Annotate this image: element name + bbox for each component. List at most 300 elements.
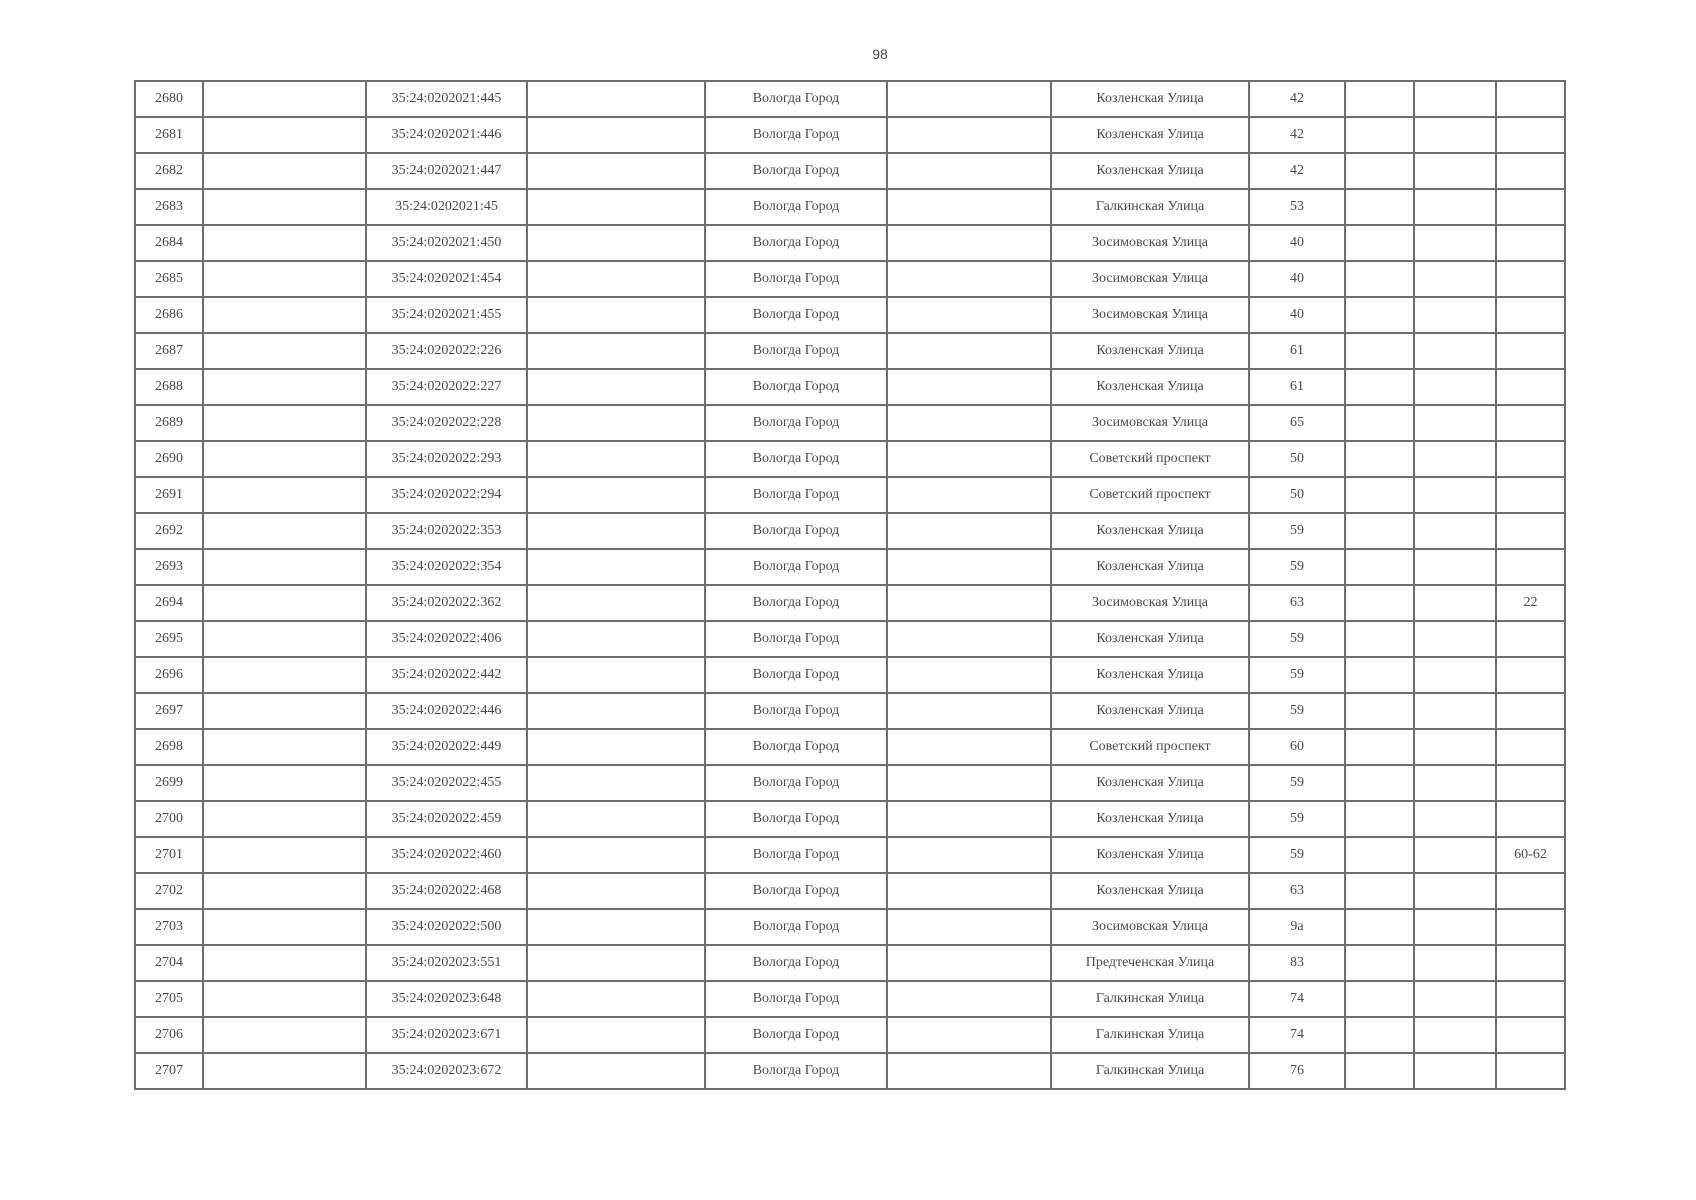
- empty-cell: [1414, 81, 1496, 117]
- table-row: [135, 801, 1565, 837]
- extra-number-cell: [1496, 549, 1565, 585]
- cadastral-number-cell: 35:24:0202021:446: [366, 117, 527, 153]
- empty-cell: [887, 657, 1051, 693]
- row-number-cell: 2685: [135, 261, 203, 297]
- empty-cell: [887, 513, 1051, 549]
- row-number-cell: 2686: [135, 297, 203, 333]
- house-number-cell: 59: [1249, 657, 1345, 693]
- extra-number-cell: [1496, 1017, 1565, 1053]
- empty-cell: [1345, 837, 1414, 873]
- empty-cell: [1414, 153, 1496, 189]
- empty-cell: [1345, 909, 1414, 945]
- registry-table: [134, 80, 1566, 1090]
- cadastral-number-cell: 35:24:0202022:455: [366, 765, 527, 801]
- city-cell: Вологда Город: [705, 153, 887, 189]
- empty-cell: [203, 1017, 366, 1053]
- empty-cell: [887, 693, 1051, 729]
- city-cell: Вологда Город: [705, 261, 887, 297]
- empty-cell: [887, 729, 1051, 765]
- street-cell: Советский проспект: [1051, 441, 1249, 477]
- street-cell: Козленская Улица: [1051, 333, 1249, 369]
- street-cell: Козленская Улица: [1051, 513, 1249, 549]
- street-cell: Советский проспект: [1051, 729, 1249, 765]
- empty-cell: [887, 801, 1051, 837]
- cadastral-number-cell: 35:24:0202021:447: [366, 153, 527, 189]
- cadastral-number-cell: 35:24:0202022:500: [366, 909, 527, 945]
- cadastral-number-cell: 35:24:0202023:551: [366, 945, 527, 981]
- house-number-cell: 74: [1249, 1017, 1345, 1053]
- empty-cell: [203, 441, 366, 477]
- table-row: [135, 945, 1565, 981]
- street-cell: Козленская Улица: [1051, 801, 1249, 837]
- empty-cell: [527, 405, 705, 441]
- empty-cell: [1414, 837, 1496, 873]
- empty-cell: [1345, 441, 1414, 477]
- row-number-cell: 2689: [135, 405, 203, 441]
- city-cell: Вологда Город: [705, 1017, 887, 1053]
- empty-cell: [1414, 801, 1496, 837]
- empty-cell: [527, 549, 705, 585]
- cadastral-number-cell: 35:24:0202022:354: [366, 549, 527, 585]
- table-row: [135, 333, 1565, 369]
- empty-cell: [1414, 189, 1496, 225]
- extra-number-cell: [1496, 333, 1565, 369]
- empty-cell: [527, 729, 705, 765]
- extra-number-cell: [1496, 297, 1565, 333]
- row-number-cell: 2683: [135, 189, 203, 225]
- table-row: [135, 405, 1565, 441]
- empty-cell: [887, 261, 1051, 297]
- empty-cell: [527, 801, 705, 837]
- city-cell: Вологда Город: [705, 117, 887, 153]
- empty-cell: [1414, 909, 1496, 945]
- empty-cell: [1414, 981, 1496, 1017]
- house-number-cell: 59: [1249, 549, 1345, 585]
- table-row: [135, 981, 1565, 1017]
- table-row: [135, 369, 1565, 405]
- empty-cell: [1345, 765, 1414, 801]
- city-cell: Вологда Город: [705, 513, 887, 549]
- house-number-cell: 42: [1249, 81, 1345, 117]
- street-cell: Галкинская Улица: [1051, 189, 1249, 225]
- empty-cell: [887, 297, 1051, 333]
- empty-cell: [1345, 621, 1414, 657]
- empty-cell: [203, 189, 366, 225]
- empty-cell: [203, 549, 366, 585]
- empty-cell: [1345, 477, 1414, 513]
- house-number-cell: 40: [1249, 225, 1345, 261]
- empty-cell: [1345, 693, 1414, 729]
- empty-cell: [203, 585, 366, 621]
- empty-cell: [527, 1017, 705, 1053]
- house-number-cell: 40: [1249, 297, 1345, 333]
- city-cell: Вологда Город: [705, 585, 887, 621]
- table-row: [135, 765, 1565, 801]
- extra-number-cell: [1496, 657, 1565, 693]
- empty-cell: [203, 117, 366, 153]
- empty-cell: [203, 909, 366, 945]
- extra-number-cell: [1496, 117, 1565, 153]
- table-row: [135, 729, 1565, 765]
- empty-cell: [1414, 441, 1496, 477]
- table-row: [135, 585, 1565, 621]
- city-cell: Вологда Город: [705, 405, 887, 441]
- empty-cell: [1345, 261, 1414, 297]
- table-row: [135, 441, 1565, 477]
- extra-number-cell: [1496, 801, 1565, 837]
- extra-number-cell: [1496, 945, 1565, 981]
- table-row: [135, 153, 1565, 189]
- street-cell: Зосимовская Улица: [1051, 261, 1249, 297]
- empty-cell: [527, 981, 705, 1017]
- extra-number-cell: [1496, 909, 1565, 945]
- empty-cell: [203, 765, 366, 801]
- street-cell: Зосимовская Улица: [1051, 297, 1249, 333]
- empty-cell: [203, 477, 366, 513]
- row-number-cell: 2702: [135, 873, 203, 909]
- extra-number-cell: [1496, 873, 1565, 909]
- row-number-cell: 2682: [135, 153, 203, 189]
- cadastral-number-cell: 35:24:0202023:672: [366, 1053, 527, 1089]
- cadastral-number-cell: 35:24:0202022:228: [366, 405, 527, 441]
- city-cell: Вологда Город: [705, 945, 887, 981]
- city-cell: Вологда Город: [705, 297, 887, 333]
- street-cell: Козленская Улица: [1051, 369, 1249, 405]
- street-cell: Козленская Улица: [1051, 693, 1249, 729]
- house-number-cell: 42: [1249, 153, 1345, 189]
- extra-number-cell: 22: [1496, 585, 1565, 621]
- city-cell: Вологда Город: [705, 909, 887, 945]
- table-row: [135, 513, 1565, 549]
- empty-cell: [1414, 369, 1496, 405]
- row-number-cell: 2704: [135, 945, 203, 981]
- table-row: [135, 297, 1565, 333]
- empty-cell: [527, 441, 705, 477]
- cadastral-number-cell: 35:24:0202021:445: [366, 81, 527, 117]
- table-row: [135, 261, 1565, 297]
- street-cell: Советский проспект: [1051, 477, 1249, 513]
- empty-cell: [1414, 333, 1496, 369]
- house-number-cell: 74: [1249, 981, 1345, 1017]
- empty-cell: [1414, 261, 1496, 297]
- extra-number-cell: [1496, 225, 1565, 261]
- empty-cell: [1414, 585, 1496, 621]
- empty-cell: [203, 333, 366, 369]
- city-cell: Вологда Город: [705, 189, 887, 225]
- empty-cell: [527, 513, 705, 549]
- street-cell: Предтеченская Улица: [1051, 945, 1249, 981]
- extra-number-cell: [1496, 981, 1565, 1017]
- empty-cell: [887, 873, 1051, 909]
- empty-cell: [203, 81, 366, 117]
- empty-cell: [1414, 693, 1496, 729]
- row-number-cell: 2684: [135, 225, 203, 261]
- cadastral-number-cell: 35:24:0202022:294: [366, 477, 527, 513]
- empty-cell: [527, 477, 705, 513]
- empty-cell: [203, 981, 366, 1017]
- empty-cell: [203, 225, 366, 261]
- city-cell: Вологда Город: [705, 549, 887, 585]
- empty-cell: [527, 1053, 705, 1089]
- empty-cell: [887, 369, 1051, 405]
- row-number-cell: 2693: [135, 549, 203, 585]
- empty-cell: [887, 81, 1051, 117]
- extra-number-cell: [1496, 1053, 1565, 1089]
- empty-cell: [527, 117, 705, 153]
- city-cell: Вологда Город: [705, 81, 887, 117]
- cadastral-number-cell: 35:24:0202021:454: [366, 261, 527, 297]
- empty-cell: [203, 873, 366, 909]
- city-cell: Вологда Город: [705, 621, 887, 657]
- empty-cell: [887, 621, 1051, 657]
- empty-cell: [527, 657, 705, 693]
- empty-cell: [887, 981, 1051, 1017]
- row-number-cell: 2688: [135, 369, 203, 405]
- table-row: [135, 837, 1565, 873]
- city-cell: Вологда Город: [705, 837, 887, 873]
- empty-cell: [887, 225, 1051, 261]
- empty-cell: [1414, 117, 1496, 153]
- cadastral-number-cell: 35:24:0202022:459: [366, 801, 527, 837]
- city-cell: Вологда Город: [705, 729, 887, 765]
- empty-cell: [203, 945, 366, 981]
- table-row: [135, 189, 1565, 225]
- extra-number-cell: [1496, 441, 1565, 477]
- row-number-cell: 2700: [135, 801, 203, 837]
- house-number-cell: 60: [1249, 729, 1345, 765]
- empty-cell: [527, 621, 705, 657]
- cadastral-number-cell: 35:24:0202022:460: [366, 837, 527, 873]
- cadastral-number-cell: 35:24:0202022:446: [366, 693, 527, 729]
- extra-number-cell: [1496, 261, 1565, 297]
- street-cell: Козленская Улица: [1051, 549, 1249, 585]
- street-cell: Козленская Улица: [1051, 621, 1249, 657]
- street-cell: Козленская Улица: [1051, 153, 1249, 189]
- empty-cell: [887, 405, 1051, 441]
- street-cell: Зосимовская Улица: [1051, 585, 1249, 621]
- cadastral-number-cell: 35:24:0202022:226: [366, 333, 527, 369]
- city-cell: Вологда Город: [705, 657, 887, 693]
- cadastral-number-cell: 35:24:0202021:450: [366, 225, 527, 261]
- empty-cell: [887, 441, 1051, 477]
- empty-cell: [1345, 333, 1414, 369]
- empty-cell: [527, 225, 705, 261]
- cadastral-number-cell: 35:24:0202022:293: [366, 441, 527, 477]
- extra-number-cell: [1496, 81, 1565, 117]
- table-row: [135, 693, 1565, 729]
- row-number-cell: 2690: [135, 441, 203, 477]
- house-number-cell: 76: [1249, 1053, 1345, 1089]
- empty-cell: [1345, 81, 1414, 117]
- city-cell: Вологда Город: [705, 1053, 887, 1089]
- empty-cell: [1345, 801, 1414, 837]
- row-number-cell: 2694: [135, 585, 203, 621]
- empty-cell: [887, 477, 1051, 513]
- empty-cell: [1414, 477, 1496, 513]
- city-cell: Вологда Город: [705, 693, 887, 729]
- empty-cell: [527, 189, 705, 225]
- cadastral-number-cell: 35:24:0202022:353: [366, 513, 527, 549]
- extra-number-cell: [1496, 729, 1565, 765]
- empty-cell: [527, 909, 705, 945]
- empty-cell: [1414, 945, 1496, 981]
- empty-cell: [887, 765, 1051, 801]
- street-cell: Козленская Улица: [1051, 657, 1249, 693]
- extra-number-cell: [1496, 369, 1565, 405]
- cadastral-number-cell: 35:24:0202023:671: [366, 1017, 527, 1053]
- empty-cell: [1345, 513, 1414, 549]
- table-row: [135, 873, 1565, 909]
- empty-cell: [887, 837, 1051, 873]
- row-number-cell: 2692: [135, 513, 203, 549]
- empty-cell: [887, 1053, 1051, 1089]
- street-cell: Козленская Улица: [1051, 873, 1249, 909]
- page-number: 98: [872, 46, 888, 62]
- table-row: [135, 549, 1565, 585]
- extra-number-cell: 60-62: [1496, 837, 1565, 873]
- extra-number-cell: [1496, 693, 1565, 729]
- empty-cell: [203, 405, 366, 441]
- empty-cell: [887, 1017, 1051, 1053]
- cadastral-number-cell: 35:24:0202022:362: [366, 585, 527, 621]
- empty-cell: [203, 513, 366, 549]
- table-row: [135, 621, 1565, 657]
- street-cell: Зосимовская Улица: [1051, 909, 1249, 945]
- row-number-cell: 2695: [135, 621, 203, 657]
- cadastral-number-cell: 35:24:0202022:449: [366, 729, 527, 765]
- empty-cell: [887, 549, 1051, 585]
- empty-cell: [527, 153, 705, 189]
- city-cell: Вологда Город: [705, 441, 887, 477]
- extra-number-cell: [1496, 621, 1565, 657]
- house-number-cell: 40: [1249, 261, 1345, 297]
- empty-cell: [1345, 153, 1414, 189]
- registry-table-body: [135, 81, 1565, 1089]
- house-number-cell: 61: [1249, 369, 1345, 405]
- cadastral-number-cell: 35:24:0202022:227: [366, 369, 527, 405]
- empty-cell: [1414, 873, 1496, 909]
- city-cell: Вологда Город: [705, 873, 887, 909]
- street-cell: Зосимовская Улица: [1051, 405, 1249, 441]
- row-number-cell: 2706: [135, 1017, 203, 1053]
- empty-cell: [527, 837, 705, 873]
- empty-cell: [1345, 117, 1414, 153]
- house-number-cell: 59: [1249, 621, 1345, 657]
- house-number-cell: 63: [1249, 873, 1345, 909]
- cadastral-number-cell: 35:24:0202021:45: [366, 189, 527, 225]
- empty-cell: [887, 153, 1051, 189]
- empty-cell: [203, 693, 366, 729]
- city-cell: Вологда Город: [705, 333, 887, 369]
- empty-cell: [203, 153, 366, 189]
- empty-cell: [1414, 297, 1496, 333]
- empty-cell: [887, 945, 1051, 981]
- empty-cell: [527, 765, 705, 801]
- street-cell: Козленская Улица: [1051, 81, 1249, 117]
- cadastral-number-cell: 35:24:0202021:455: [366, 297, 527, 333]
- empty-cell: [1345, 189, 1414, 225]
- empty-cell: [527, 261, 705, 297]
- street-cell: Галкинская Улица: [1051, 1053, 1249, 1089]
- row-number-cell: 2691: [135, 477, 203, 513]
- street-cell: Козленская Улица: [1051, 837, 1249, 873]
- row-number-cell: 2696: [135, 657, 203, 693]
- table-row: [135, 81, 1565, 117]
- house-number-cell: 59: [1249, 693, 1345, 729]
- house-number-cell: 63: [1249, 585, 1345, 621]
- city-cell: Вологда Город: [705, 369, 887, 405]
- empty-cell: [1414, 549, 1496, 585]
- empty-cell: [1414, 225, 1496, 261]
- house-number-cell: 61: [1249, 333, 1345, 369]
- empty-cell: [1414, 1017, 1496, 1053]
- empty-cell: [1345, 981, 1414, 1017]
- extra-number-cell: [1496, 513, 1565, 549]
- empty-cell: [1345, 873, 1414, 909]
- empty-cell: [1345, 549, 1414, 585]
- table-row: [135, 477, 1565, 513]
- extra-number-cell: [1496, 153, 1565, 189]
- empty-cell: [1345, 1017, 1414, 1053]
- empty-cell: [527, 693, 705, 729]
- extra-number-cell: [1496, 477, 1565, 513]
- house-number-cell: 50: [1249, 441, 1345, 477]
- empty-cell: [1345, 945, 1414, 981]
- row-number-cell: 2707: [135, 1053, 203, 1089]
- empty-cell: [527, 873, 705, 909]
- empty-cell: [527, 81, 705, 117]
- empty-cell: [1345, 657, 1414, 693]
- city-cell: Вологда Город: [705, 225, 887, 261]
- cadastral-number-cell: 35:24:0202023:648: [366, 981, 527, 1017]
- house-number-cell: 59: [1249, 513, 1345, 549]
- empty-cell: [203, 369, 366, 405]
- house-number-cell: 59: [1249, 801, 1345, 837]
- empty-cell: [203, 1053, 366, 1089]
- empty-cell: [527, 945, 705, 981]
- row-number-cell: 2687: [135, 333, 203, 369]
- empty-cell: [887, 585, 1051, 621]
- empty-cell: [527, 585, 705, 621]
- empty-cell: [1345, 369, 1414, 405]
- row-number-cell: 2699: [135, 765, 203, 801]
- cadastral-number-cell: 35:24:0202022:406: [366, 621, 527, 657]
- empty-cell: [1345, 729, 1414, 765]
- empty-cell: [203, 621, 366, 657]
- row-number-cell: 2681: [135, 117, 203, 153]
- empty-cell: [887, 189, 1051, 225]
- empty-cell: [1345, 1053, 1414, 1089]
- empty-cell: [203, 297, 366, 333]
- empty-cell: [1414, 765, 1496, 801]
- empty-cell: [1414, 513, 1496, 549]
- house-number-cell: 59: [1249, 837, 1345, 873]
- street-cell: Зосимовская Улица: [1051, 225, 1249, 261]
- house-number-cell: 83: [1249, 945, 1345, 981]
- house-number-cell: 50: [1249, 477, 1345, 513]
- city-cell: Вологда Город: [705, 981, 887, 1017]
- empty-cell: [1345, 225, 1414, 261]
- row-number-cell: 2701: [135, 837, 203, 873]
- extra-number-cell: [1496, 765, 1565, 801]
- extra-number-cell: [1496, 189, 1565, 225]
- cadastral-number-cell: 35:24:0202022:468: [366, 873, 527, 909]
- empty-cell: [1414, 1053, 1496, 1089]
- house-number-cell: 53: [1249, 189, 1345, 225]
- city-cell: Вологда Город: [705, 477, 887, 513]
- street-cell: Козленская Улица: [1051, 117, 1249, 153]
- extra-number-cell: [1496, 405, 1565, 441]
